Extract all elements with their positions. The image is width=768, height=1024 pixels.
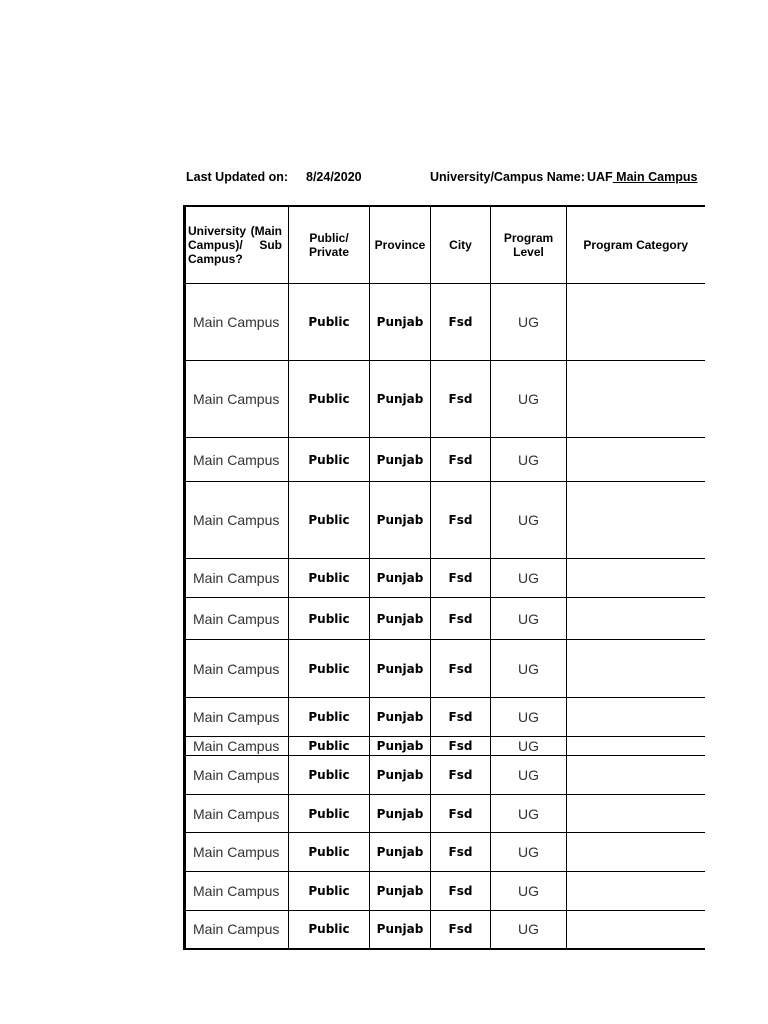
column-header-program-category: Program Category [567,206,705,284]
cell-city: Fsd [431,361,491,438]
cell-campus: Main Campus [185,559,289,598]
cell-city: Fsd [431,640,491,698]
cell-sector: Public [289,284,370,361]
cell-campus: Main Campus [185,872,289,911]
cell-sector: Public [289,795,370,833]
table-row [185,795,705,833]
cell-sector: Public [289,911,370,949]
cell-campus: Main Campus [185,438,289,482]
cell-sector: Public [289,872,370,911]
cell-campus: Main Campus [185,598,289,640]
cell-campus: Main Campus [185,833,289,872]
last-updated-value: 8/24/2020 [306,170,362,184]
cell-program-level: UG [491,640,567,698]
cell-province: Punjab [370,482,431,559]
cell-program-level: UG [491,361,567,438]
cell-city: Fsd [431,756,491,795]
table-row [185,833,705,872]
cell-program-level: UG [491,911,567,949]
cell-province: Punjab [370,756,431,795]
cell-sector: Public [289,482,370,559]
cell-campus: Main Campus [185,911,289,949]
cell-sector: Public [289,438,370,482]
cell-sector: Public [289,598,370,640]
cell-province: Punjab [370,737,431,756]
cell-program-category [567,438,705,482]
cell-program-level: UG [491,795,567,833]
cell-province: Punjab [370,698,431,737]
cell-province: Punjab [370,911,431,949]
table-row [185,559,705,598]
cell-province: Punjab [370,795,431,833]
cell-city: Fsd [431,795,491,833]
cell-campus: Main Campus [185,698,289,737]
cell-province: Punjab [370,598,431,640]
cell-program-category [567,284,705,361]
cell-campus: Main Campus [185,482,289,559]
cell-city: Fsd [431,284,491,361]
cell-program-category [567,737,705,756]
program-table-container [183,205,689,955]
table-row [185,756,705,795]
cell-campus: Main Campus [185,361,289,438]
cell-city: Fsd [431,598,491,640]
cell-province: Punjab [370,438,431,482]
cell-program-category [567,640,705,698]
cell-province: Punjab [370,872,431,911]
campus-name-value [587,168,698,186]
cell-campus: Main Campus [185,284,289,361]
cell-program-level: UG [491,698,567,737]
cell-program-level: UG [491,559,567,598]
cell-program-level: UG [491,482,567,559]
cell-program-category [567,911,705,949]
cell-campus: Main Campus [185,640,289,698]
cell-program-level: UG [491,737,567,756]
cell-program-category [567,598,705,640]
cell-province: Punjab [370,833,431,872]
table-row [185,482,705,559]
cell-program-level: UG [491,438,567,482]
cell-program-category [567,361,705,438]
campus-name-underlined: Main Campus [612,170,698,184]
cell-city: Fsd [431,438,491,482]
cell-program-level: UG [491,598,567,640]
table-row [185,361,705,438]
cell-campus: Main Campus [185,737,289,756]
table-row [185,872,705,911]
last-updated-label: Last Updated on: [186,170,289,184]
column-header-program-level: Program Level [491,206,567,284]
cell-province: Punjab [370,559,431,598]
cell-program-level: UG [491,756,567,795]
cell-city: Fsd [431,559,491,598]
cell-city: Fsd [431,737,491,756]
table-row [185,911,705,949]
table-row [185,640,705,698]
cell-city: Fsd [431,833,491,872]
column-header-sector: Public/ Private [289,206,370,284]
cell-city: Fsd [431,872,491,911]
program-table [183,205,705,950]
table-header-row [185,206,705,284]
cell-sector: Public [289,361,370,438]
cell-sector: Public [289,559,370,598]
table-row [185,284,705,361]
column-header-province: Province [370,206,431,284]
campus-name-prefix: UAF [587,170,613,184]
table-row [185,438,705,482]
cell-program-level: UG [491,833,567,872]
cell-program-category [567,698,705,737]
cell-city: Fsd [431,911,491,949]
table-body [185,284,705,949]
table-row [185,598,705,640]
table-row [185,737,705,756]
cell-program-category [567,872,705,911]
cell-program-category [567,559,705,598]
cell-program-category [567,482,705,559]
cell-sector: Public [289,833,370,872]
cell-program-category [567,795,705,833]
column-header-city: City [431,206,491,284]
cell-sector: Public [289,737,370,756]
cell-city: Fsd [431,698,491,737]
cell-program-category [567,756,705,795]
cell-province: Punjab [370,361,431,438]
table-row [185,698,705,737]
cell-sector: Public [289,640,370,698]
cell-program-category [567,833,705,872]
cell-city: Fsd [431,482,491,559]
campus-name-label: University/Campus Name: [430,170,585,184]
cell-campus: Main Campus [185,795,289,833]
cell-province: Punjab [370,640,431,698]
column-header-campus: University (Main Campus)/ Sub Campus? [185,206,289,284]
cell-sector: Public [289,698,370,737]
cell-program-level: UG [491,872,567,911]
cell-campus: Main Campus [185,756,289,795]
cell-province: Punjab [370,284,431,361]
cell-program-level: UG [491,284,567,361]
cell-sector: Public [289,756,370,795]
